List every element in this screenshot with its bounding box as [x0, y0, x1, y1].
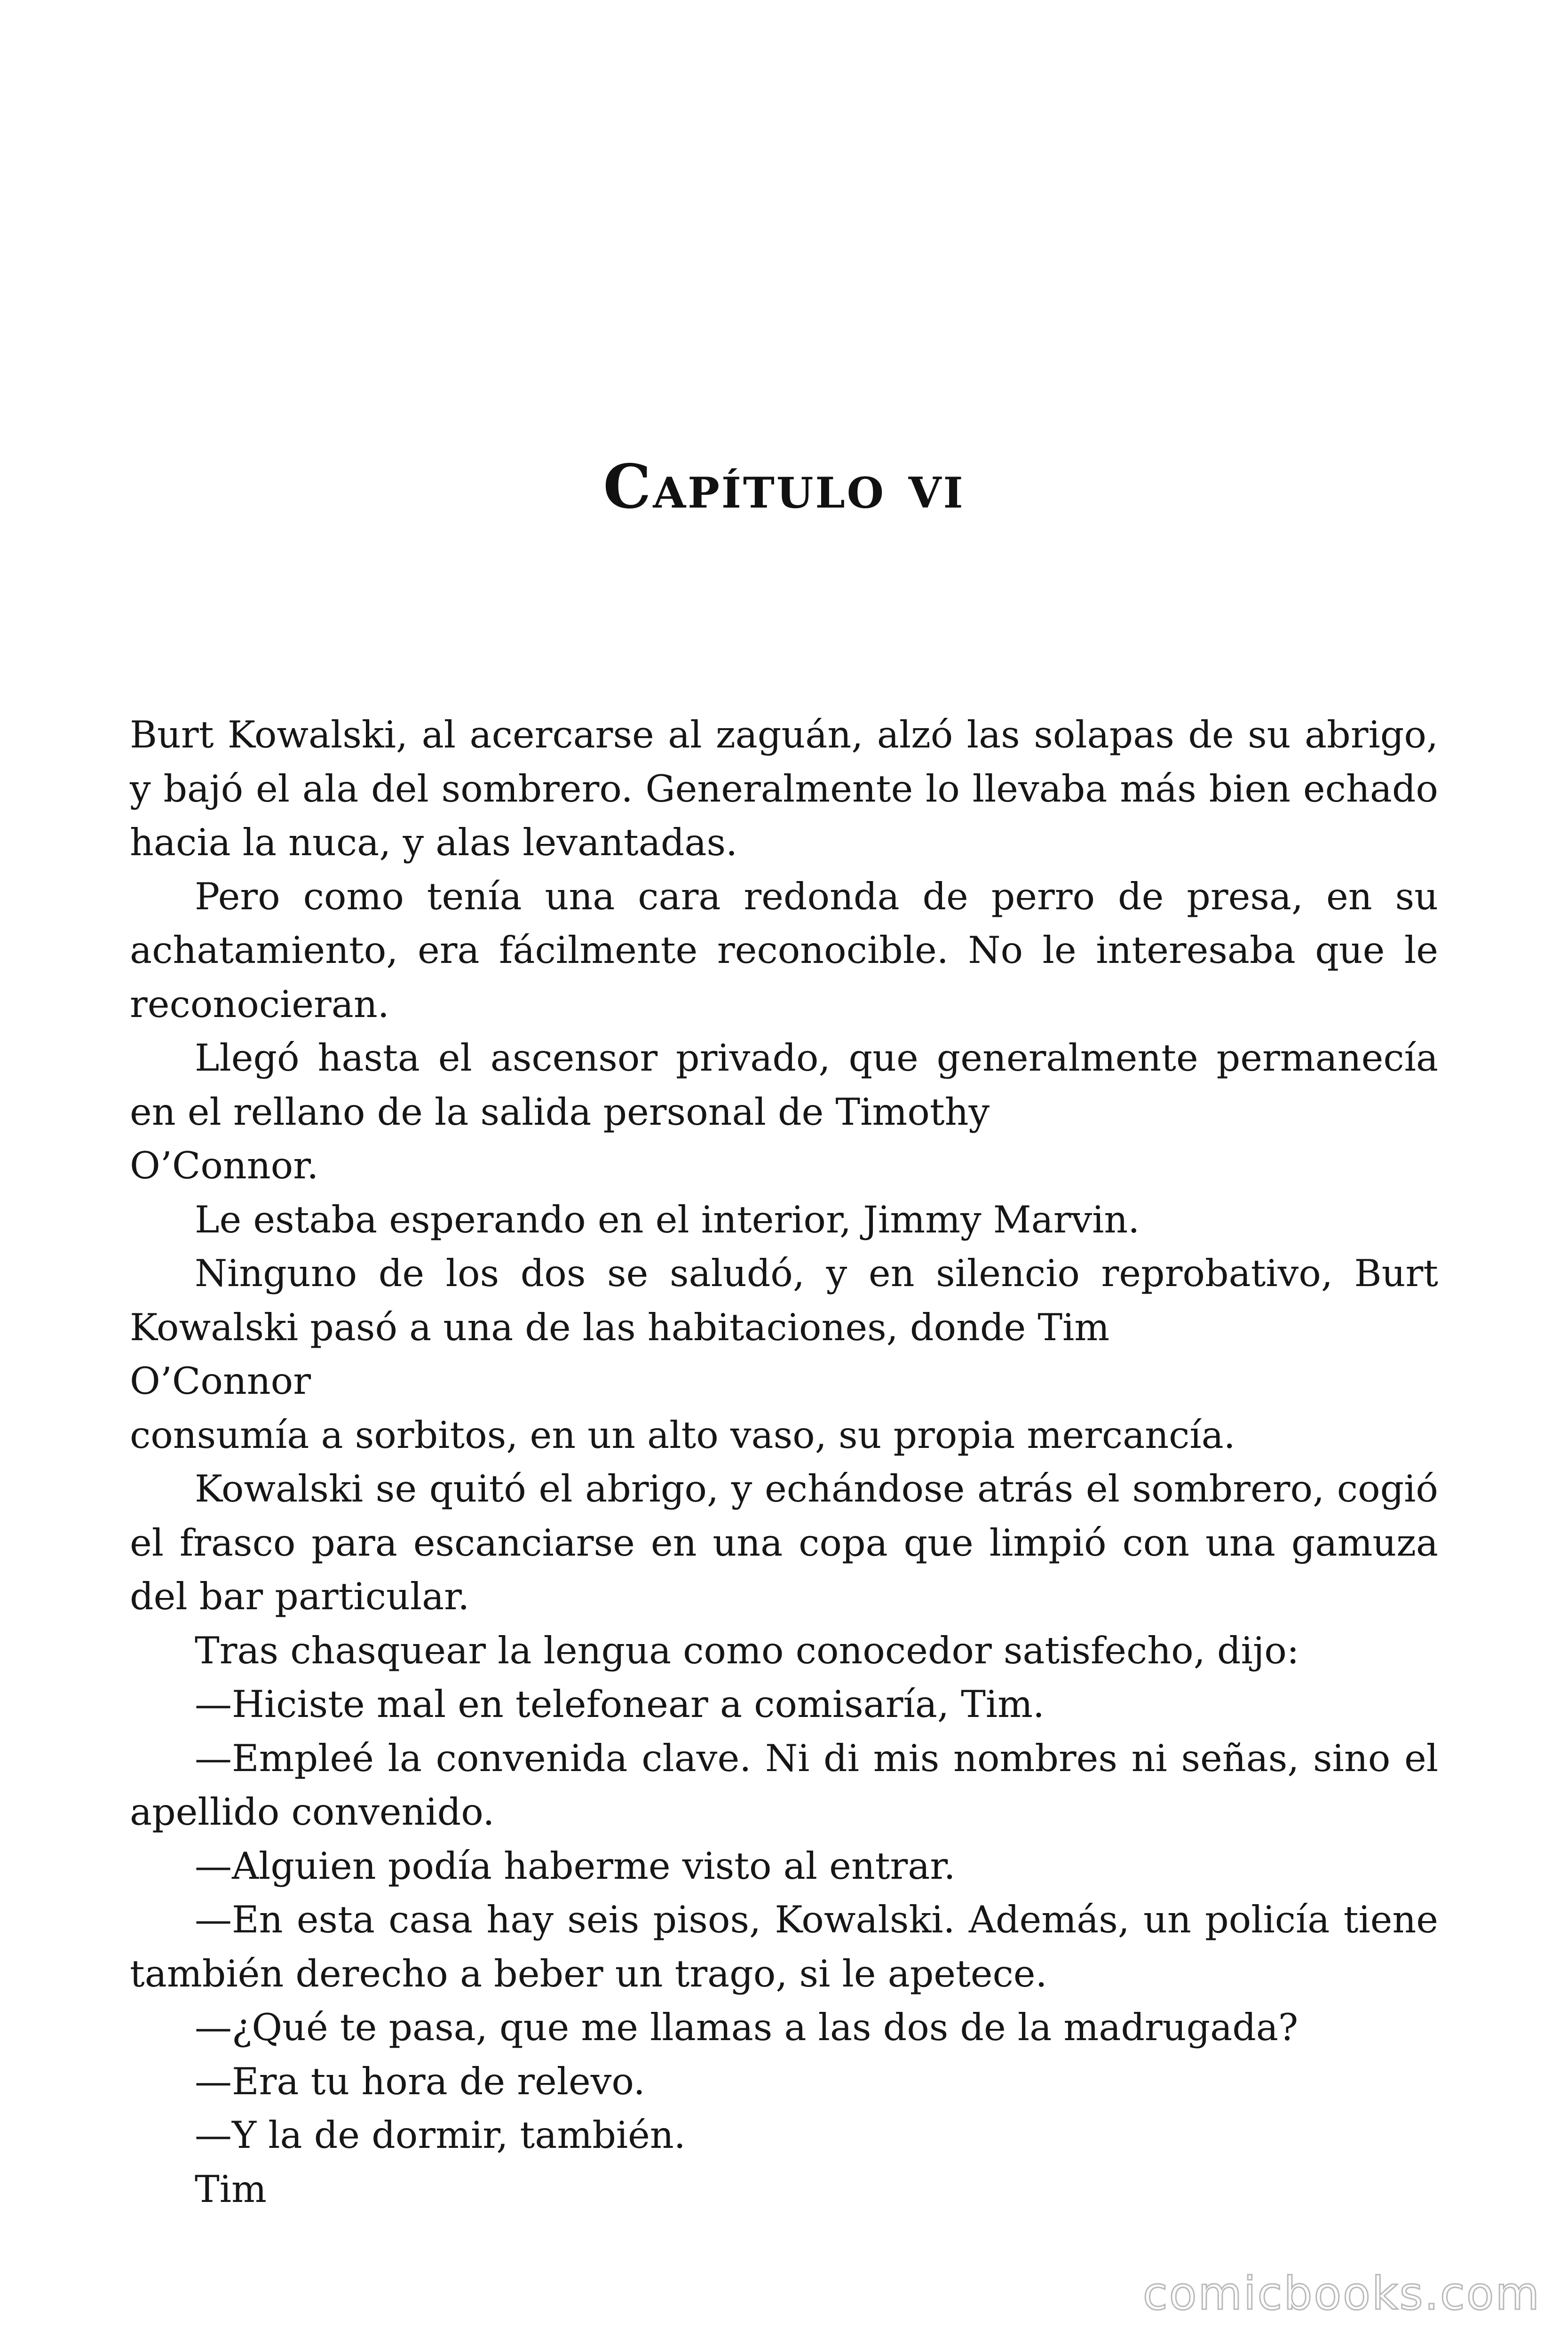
paragraph: O’Connor [130, 1359, 311, 1403]
watermark: comicbooks.com [1142, 2267, 1541, 2320]
dialogue-line: —Era tu hora de relevo. [195, 2059, 645, 2103]
dialogue-line: —Alguien podía haberme visto al entrar. [195, 1844, 956, 1888]
paragraph: Ninguno de los dos se saludó, y en silencio reprobativo, Burt Kowalski pasó a una de las habitaciones, donde Tim [130, 1252, 1438, 1349]
dialogue-line: —Y la de dormir, también. [195, 2114, 686, 2157]
paragraph: Tim [195, 2167, 267, 2211]
dialogue-line: —En esta casa hay seis pisos, Kowalski. Además, un policía tiene también derecho a beber un trago, si le apetece. [130, 1898, 1438, 1995]
dialogue-line: —Empleé la convenida clave. Ni di mis nombres ni señas, sino el apellido convenido. [130, 1736, 1438, 1834]
paragraph: Burt Kowalski, al acercarse al zaguán, alzó las solapas de su abrigo, y bajó el ala del sombrero. Generalmente lo llevaba más bien echado hacia la nuca, y alas levantadas. [130, 713, 1438, 864]
dialogue-line: —Hiciste mal en telefonear a comisaría, Tim. [195, 1683, 1045, 1726]
body-text [130, 708, 1438, 2216]
chapter-title: Capítulo vi [603, 452, 965, 522]
paragraph: O’Connor. [130, 1144, 319, 1187]
dialogue-line: —¿Qué te pasa, que me llamas a las dos de la madrugada? [195, 2006, 1299, 2049]
paragraph: Le estaba esperando en el interior, Jimmy Marvin. [195, 1198, 1140, 1241]
paragraph: Pero como tenía una cara redonda de perro de presa, en su achatamiento, era fácilmente reconocible. No le interesaba que le reconocieran. [130, 874, 1438, 1026]
paragraph: consumía a sorbitos, en un alto vaso, su propia mercancía. [130, 1413, 1235, 1457]
paragraph: Kowalski se quitó el abrigo, y echándose atrás el sombrero, cogió el frasco para escanciarse en una copa que limpió con una gamuza del bar particular. [130, 1467, 1438, 1618]
paragraph: Llegó hasta el ascensor privado, que generalmente permanecía en el rellano de la salida personal de Timothy [130, 1036, 1438, 1134]
paragraph: Tras chasquear la lengua como conocedor satisfecho, dijo: [195, 1629, 1299, 1672]
